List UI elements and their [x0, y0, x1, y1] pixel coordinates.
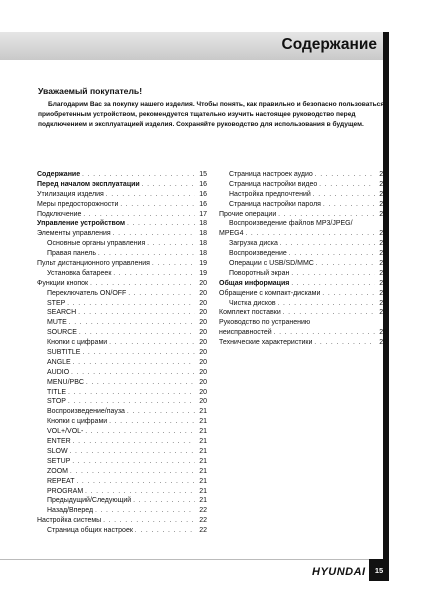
- toc-dot-leader: [147, 240, 195, 249]
- toc-entry-label: Кнопки с цифрами: [47, 339, 108, 347]
- toc-entry-label: STEP: [47, 299, 66, 307]
- toc-entry: [37, 388, 207, 398]
- toc-entry-label: SUBTITLE: [47, 349, 81, 357]
- toc-entry: [219, 229, 387, 239]
- toc-entry-label: Комплект поставки: [219, 309, 281, 317]
- toc-entry-label: Установка батареек: [47, 269, 112, 277]
- intro-block: [38, 86, 388, 130]
- toc-entry: [37, 526, 207, 536]
- toc-entry-label: VOL+/VOL-: [47, 428, 84, 436]
- toc-entry-label: PROGRAM: [47, 487, 84, 495]
- toc-entry-label: MENU/PBC: [47, 378, 84, 386]
- toc-entry-label: Прочие операции: [219, 210, 277, 218]
- toc-entry-page: 20: [199, 329, 207, 337]
- toc-entry-page: 24: [379, 210, 387, 218]
- toc-entry-label: Назад/Вперед: [47, 507, 94, 515]
- toc-entry: [37, 477, 207, 487]
- toc-entry-label: Утилизация изделия: [37, 190, 104, 198]
- toc-dot-leader: [323, 201, 375, 210]
- hyundai-logo: HYUNDAI: [312, 566, 366, 578]
- toc-dot-leader: [280, 240, 375, 249]
- toc-entry-label: Настройка системы: [37, 517, 102, 525]
- toc-entry-label: MPEG4: [219, 230, 244, 238]
- toc-dot-leader: [72, 458, 195, 467]
- toc-entry-label: Страница настроек аудио: [229, 171, 313, 178]
- toc-entry-label: TITLE: [47, 388, 67, 396]
- toc-entry-label: Страница общих настроек: [47, 527, 133, 535]
- toc-entry-page: 17: [199, 210, 207, 218]
- toc-entry-page: 20: [199, 279, 207, 287]
- toc-entry-page: 21: [199, 428, 207, 436]
- page-title: Содержание: [281, 36, 377, 53]
- toc-dot-leader: [70, 448, 195, 457]
- toc-entry-label: ANGLE: [47, 358, 71, 366]
- toc-entry-page: 21: [199, 457, 207, 465]
- toc-entry-page: 20: [199, 349, 207, 357]
- toc-dot-leader: [135, 527, 195, 536]
- toc-entry-label: Воспроизведение файлов MP3/JPEG/: [229, 220, 353, 228]
- toc-dot-leader: [69, 319, 195, 328]
- toc-entry-label: Перед началом эксплуатации: [37, 180, 140, 188]
- toc-dot-leader: [98, 250, 195, 259]
- toc-entry-label: Содержание: [37, 171, 81, 178]
- toc-right-column: [219, 170, 387, 348]
- toc-entry: [37, 239, 207, 249]
- toc-entry-page: 20: [199, 309, 207, 317]
- toc-dot-leader: [70, 468, 195, 477]
- toc-entry: [37, 170, 207, 180]
- toc-dot-leader: [109, 339, 195, 348]
- toc-entry: [219, 259, 387, 269]
- toc-entry-page: 21: [199, 477, 207, 485]
- toc-entry: [37, 397, 207, 407]
- toc-dot-leader: [86, 379, 195, 388]
- toc-dot-leader: [109, 418, 195, 427]
- toc-entry-label: ZOOM: [47, 467, 68, 475]
- toc-dot-leader: [68, 398, 195, 407]
- toc-entry: [37, 447, 207, 457]
- toc-entry-page: 24: [379, 200, 387, 208]
- toc-entry-label: Меры предосторожности: [37, 200, 119, 208]
- toc-entry: [37, 427, 207, 437]
- toc-entry-page: 21: [199, 447, 207, 455]
- toc-entry: [219, 279, 387, 289]
- toc-entry-label: Настройка предпочтений: [229, 190, 311, 198]
- toc-entry-page: 24: [379, 190, 387, 198]
- toc-entry-page: 29: [379, 339, 387, 347]
- toc-entry: [37, 467, 207, 477]
- toc-dot-leader: [322, 290, 375, 299]
- toc-dot-leader: [283, 309, 375, 318]
- toc-entry-label: Правая панель: [47, 250, 97, 258]
- toc-entry: [37, 358, 207, 368]
- toc-entry: [37, 348, 207, 358]
- toc-entry: [219, 338, 387, 348]
- toc-entry-label: Пульт дистанционного управления: [37, 260, 150, 268]
- toc-entry-page: 27: [379, 309, 387, 317]
- toc-entry-page: 16: [199, 200, 207, 208]
- toc-entry-label: Предыдущий/Следующий: [47, 497, 132, 505]
- toc-entry: [219, 239, 387, 249]
- toc-dot-leader: [246, 230, 375, 239]
- toc-dot-leader: [82, 171, 195, 180]
- toc-entry-label: Подключение: [37, 210, 82, 218]
- toc-dot-leader: [73, 359, 195, 368]
- toc-entry: [37, 269, 207, 279]
- toc-entry: [37, 378, 207, 388]
- toc-dot-leader: [278, 300, 375, 309]
- toc-entry: [37, 496, 207, 506]
- toc-entry: [37, 407, 207, 417]
- toc-entry-page: 25: [379, 250, 387, 258]
- toc-entry-page: 15: [199, 171, 207, 178]
- toc-entry-label: Элементы управления: [37, 230, 111, 238]
- toc-entry-page: 27: [379, 279, 387, 287]
- toc-dot-leader: [85, 488, 195, 497]
- toc-entry-page: 19: [199, 269, 207, 277]
- toc-dot-leader: [68, 389, 195, 398]
- toc-entry-page: 25: [379, 240, 387, 248]
- toc-entry-label: Страница настройки видео: [229, 180, 318, 188]
- toc-entry-page: 26: [379, 260, 387, 268]
- toc-entry-page: 27: [379, 299, 387, 307]
- toc-entry-page: 27: [379, 289, 387, 297]
- toc-dot-leader: [291, 280, 375, 289]
- toc-entry: [219, 249, 387, 259]
- toc-entry: [219, 210, 387, 220]
- toc-entry-page: 20: [199, 299, 207, 307]
- toc-dot-leader: [313, 191, 375, 200]
- toc-dot-leader: [152, 260, 195, 269]
- toc-entry-label: MUTE: [47, 319, 67, 327]
- toc-entry: [219, 328, 387, 338]
- toc-entry: [219, 318, 387, 328]
- toc-entry-label: SLOW: [47, 447, 68, 455]
- toc-entry-page: 16: [199, 190, 207, 198]
- toc-entry: [219, 170, 387, 180]
- toc-entry-page: 20: [199, 289, 207, 297]
- toc-entry-page: 20: [199, 319, 207, 327]
- toc-entry-label: Операции с USB/SD/MMC: [229, 260, 314, 268]
- toc-entry-page: 21: [199, 408, 207, 416]
- toc-entry-page: 18: [199, 250, 207, 258]
- toc-entry: [37, 200, 207, 210]
- toc-dot-leader: [291, 270, 375, 279]
- toc-entry: [219, 200, 387, 210]
- toc-entry: [37, 180, 207, 190]
- toc-entry-label: SOURCE: [47, 329, 77, 337]
- toc-entry: [37, 219, 207, 229]
- toc-dot-leader: [78, 309, 195, 318]
- toc-entry: [219, 308, 387, 318]
- toc-entry-label: Общая информация: [219, 279, 290, 287]
- toc-entry-label: Руководство по устранению: [219, 319, 311, 327]
- toc-entry-page: 20: [199, 358, 207, 366]
- toc-dot-leader: [113, 270, 195, 279]
- toc-entry: [37, 190, 207, 200]
- toc-entry-page: 20: [199, 398, 207, 406]
- toc-dot-leader: [103, 517, 195, 526]
- toc-entry-page: 21: [199, 497, 207, 505]
- toc-entry-label: Поворотный экран: [229, 269, 290, 277]
- toc-entry-label: Чистка дисков: [229, 299, 276, 307]
- toc-entry-page: 21: [199, 487, 207, 495]
- toc-entry: [37, 516, 207, 526]
- toc-dot-leader: [85, 428, 195, 437]
- intro-heading: Уважаемый покупатель!: [38, 86, 143, 96]
- toc-entry-page: 22: [199, 507, 207, 515]
- toc-entry: [37, 249, 207, 259]
- toc-entry-label: AUDIO: [47, 368, 70, 376]
- toc-entry: [37, 299, 207, 309]
- toc-entry: [219, 219, 387, 229]
- toc-entry-page: 18: [199, 230, 207, 238]
- toc-entry-label: ENTER: [47, 438, 71, 446]
- toc-entry-label: Управление устройством: [37, 220, 126, 228]
- toc-dot-leader: [127, 220, 195, 229]
- toc-entry: [37, 229, 207, 239]
- toc-dot-leader: [315, 171, 375, 180]
- toc-dot-leader: [90, 280, 195, 289]
- toc-entry-page: 21: [199, 418, 207, 426]
- toc-entry-label: STOP: [47, 398, 66, 406]
- toc-entry-label: Страница настройки пароля: [229, 200, 321, 208]
- toc-left-column: [37, 170, 207, 536]
- toc-entry-page: 16: [199, 180, 207, 188]
- toc-entry: [219, 299, 387, 309]
- toc-entry: [37, 259, 207, 269]
- toc-entry-page: 22: [199, 527, 207, 535]
- toc-entry-label: Переключатель ON/OFF: [47, 289, 127, 297]
- toc-entry-page: 18: [199, 240, 207, 248]
- page-header-band: [0, 32, 383, 60]
- toc-entry-label: Основные органы управления: [47, 240, 146, 248]
- toc-entry-label: неисправностей: [219, 329, 272, 337]
- toc-entry-page: 20: [199, 368, 207, 376]
- toc-entry-label: Обращение с компакт-дисками: [219, 289, 321, 297]
- toc-dot-leader: [120, 201, 195, 210]
- toc-entry-page: 18: [199, 220, 207, 228]
- toc-entry: [37, 437, 207, 447]
- toc-dot-leader: [79, 329, 195, 338]
- toc-entry: [37, 487, 207, 497]
- toc-dot-leader: [106, 191, 195, 200]
- toc-entry-page: 23: [379, 180, 387, 188]
- toc-dot-leader: [82, 349, 195, 358]
- toc-entry: [37, 368, 207, 378]
- toc-entry-page: 28: [379, 329, 387, 337]
- toc-entry-page: 19: [199, 260, 207, 268]
- toc-entry: [219, 180, 387, 190]
- toc-entry-label: Кнопки с цифрами: [47, 418, 108, 426]
- toc-dot-leader: [274, 329, 375, 338]
- toc-dot-leader: [77, 478, 196, 487]
- toc-dot-leader: [278, 211, 375, 220]
- toc-entry: [219, 269, 387, 279]
- page-number: 15: [369, 559, 389, 581]
- toc-dot-leader: [127, 408, 195, 417]
- toc-entry-label: Функции кнопок: [37, 279, 89, 287]
- toc-entry-label: REPEAT: [47, 477, 75, 485]
- toc-entry: [37, 318, 207, 328]
- toc-dot-leader: [113, 230, 195, 239]
- toc-entry-label: Воспроизведение: [229, 250, 287, 258]
- toc-entry-page: 21: [199, 467, 207, 475]
- toc-entry-page: 22: [199, 517, 207, 525]
- toc-dot-leader: [289, 250, 375, 259]
- toc-entry: [37, 506, 207, 516]
- toc-entry: [37, 308, 207, 318]
- toc-dot-leader: [95, 507, 195, 516]
- toc-entry-label: SEARCH: [47, 309, 77, 317]
- toc-entry: [37, 457, 207, 467]
- toc-dot-leader: [71, 369, 195, 378]
- toc-entry: [37, 417, 207, 427]
- toc-entry-label: SETUP: [47, 457, 71, 465]
- toc-entry: [37, 279, 207, 289]
- toc-entry: [219, 190, 387, 200]
- toc-entry: [37, 328, 207, 338]
- toc-entry-label: Воспроизведение/пауза: [47, 408, 125, 416]
- toc-dot-leader: [67, 300, 195, 309]
- toc-dot-leader: [314, 339, 375, 348]
- toc-entry-page: 26: [379, 269, 387, 277]
- toc-entry-page: 20: [199, 378, 207, 386]
- toc-entry-label: Загрузка диска: [229, 240, 278, 248]
- toc-dot-leader: [316, 260, 375, 269]
- toc-entry-page: 23: [379, 171, 387, 178]
- toc-entry-page: 20: [199, 339, 207, 347]
- toc-entry-page: 20: [199, 388, 207, 396]
- toc-entry: [37, 210, 207, 220]
- toc-dot-leader: [133, 497, 195, 506]
- toc-entry: [37, 338, 207, 348]
- toc-entry: [37, 289, 207, 299]
- toc-dot-leader: [319, 181, 375, 190]
- toc-entry-label: Технические характеристики: [219, 339, 313, 347]
- toc-dot-leader: [73, 438, 195, 447]
- toc-entry: [219, 289, 387, 299]
- toc-dot-leader: [142, 181, 195, 190]
- toc-entry-page: 21: [199, 438, 207, 446]
- toc-dot-leader: [128, 290, 195, 299]
- toc-entry-page: 24: [379, 230, 387, 238]
- toc-dot-leader: [83, 211, 195, 220]
- intro-body: Благодарим Вас за покупку нашего изделия. Чтобы понять, как правильно и безопасно пользоваться приобретенным устройством, рекомендуется тщательно изучить настоящее руководство перед подключением и эксплуатацией изделия. Сохраняйте руководство для использования в будущем.: [38, 101, 385, 128]
